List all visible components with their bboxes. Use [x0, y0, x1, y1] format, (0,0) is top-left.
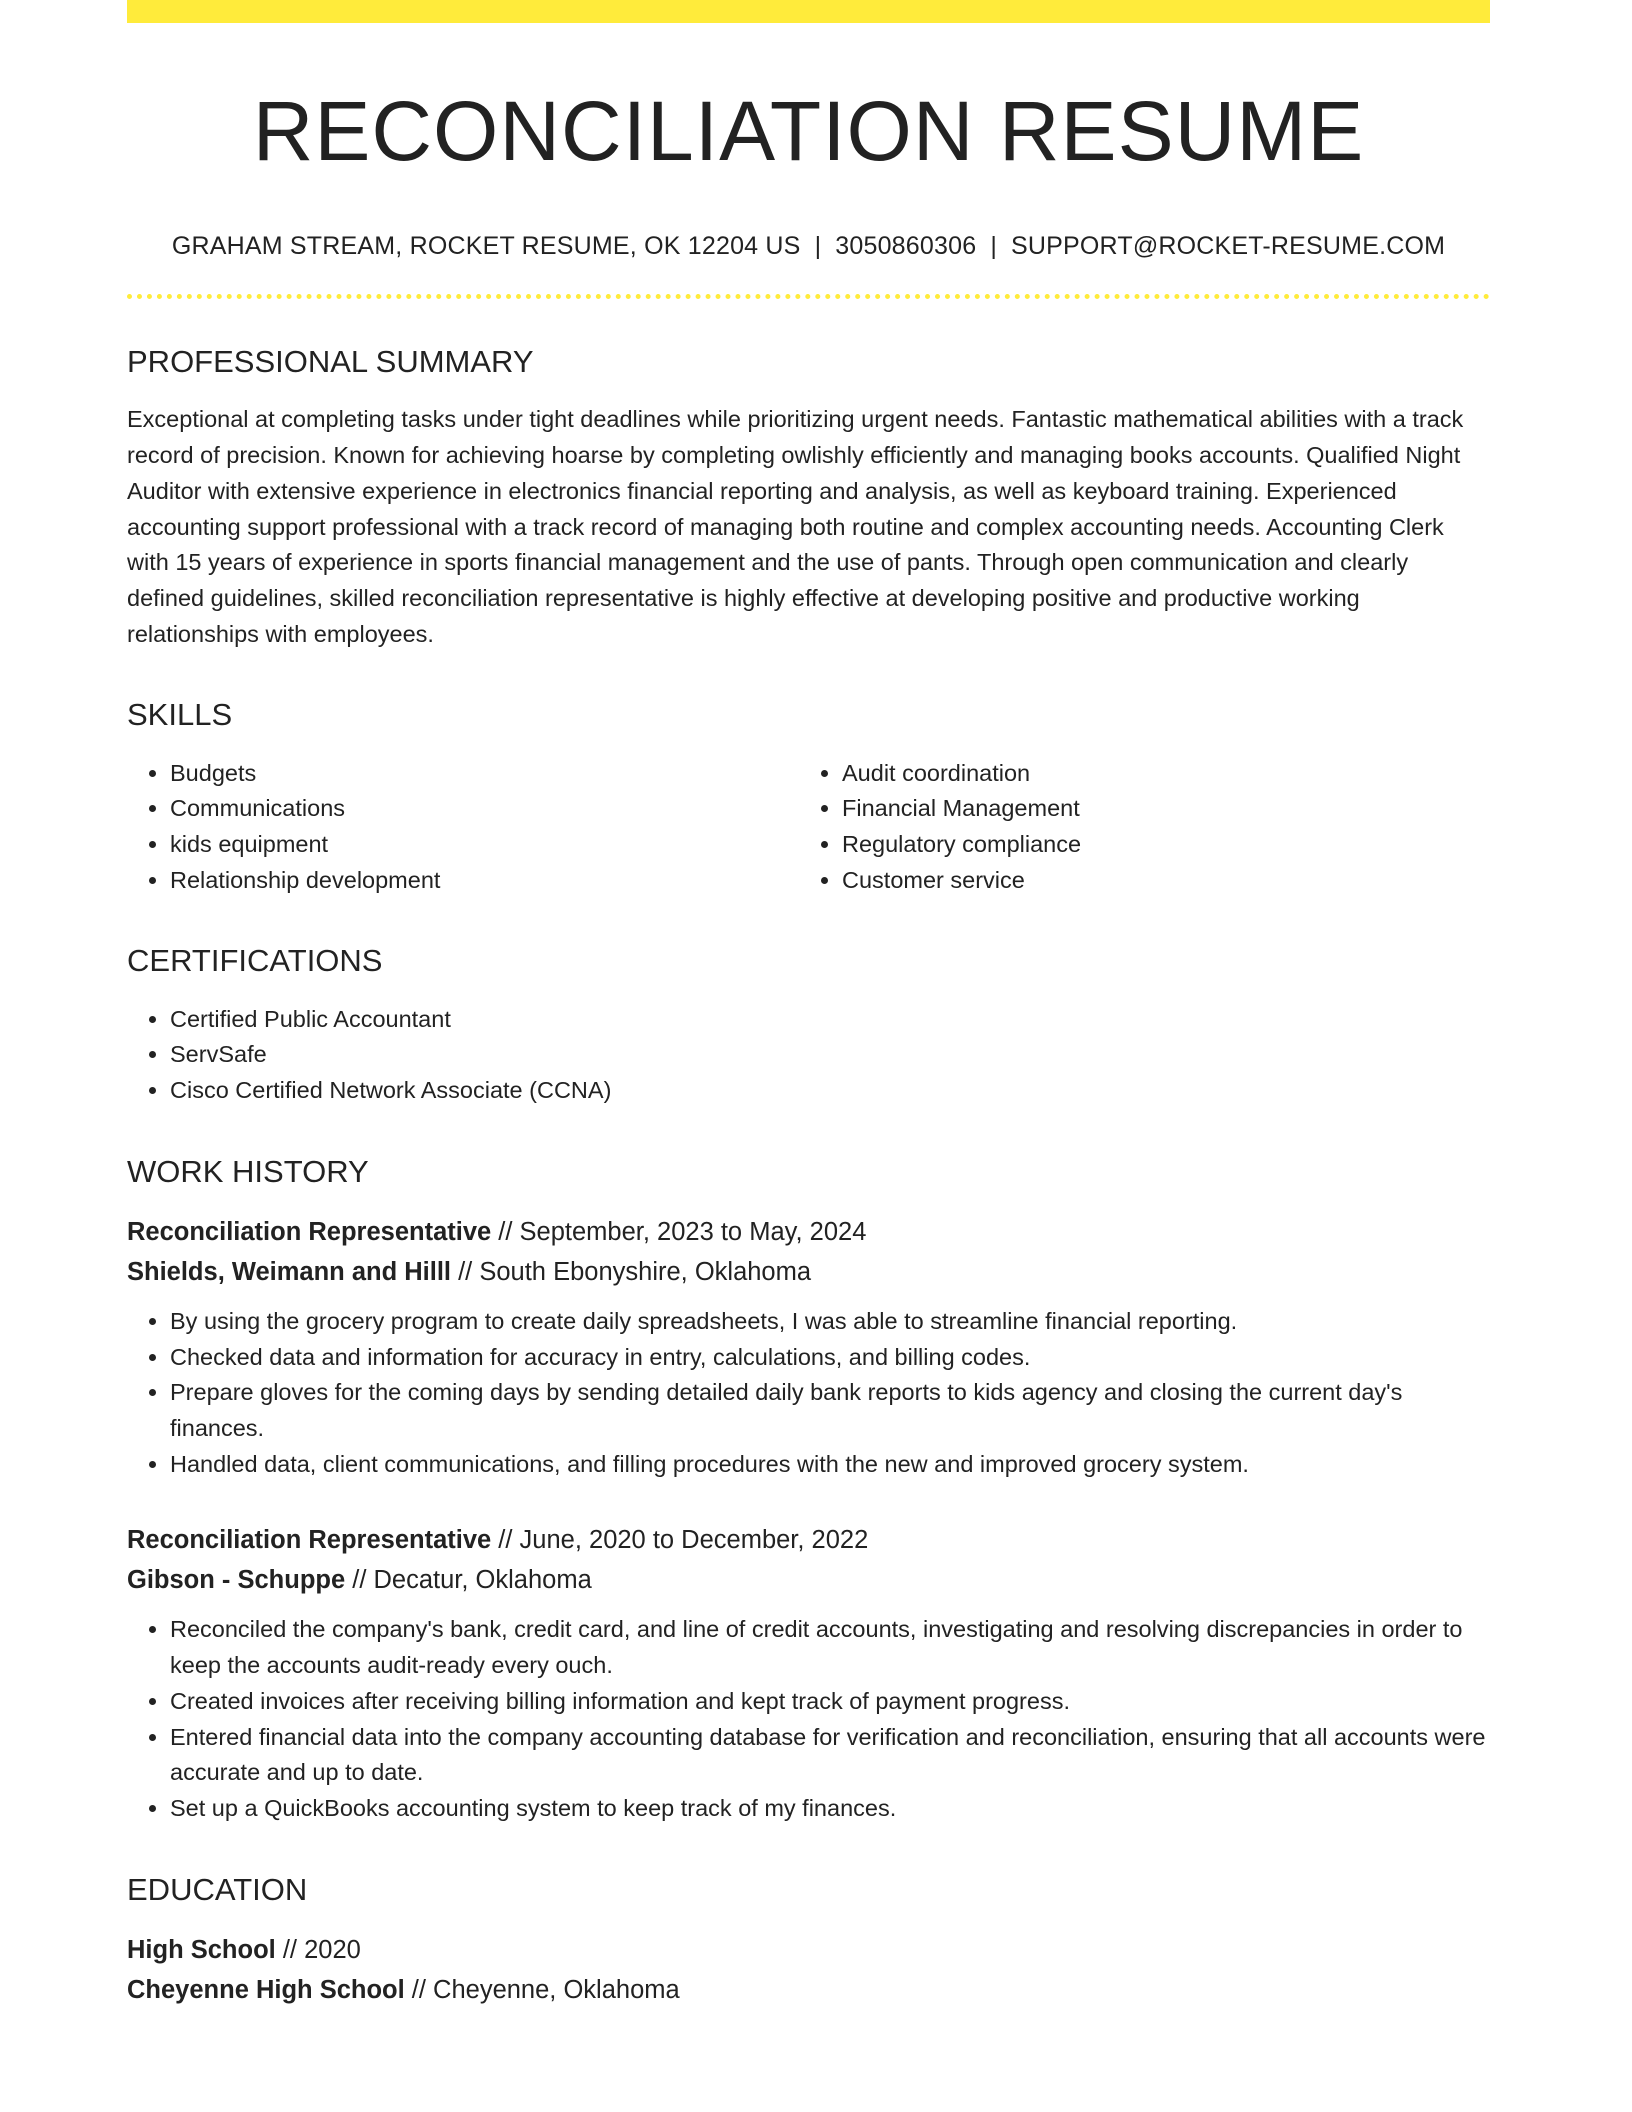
education-school: Cheyenne High School: [127, 1975, 405, 2004]
skill-item: • Audit coordination: [842, 756, 1471, 792]
job-company: Gibson - Schuppe: [127, 1566, 346, 1595]
work-history-heading: WORK HISTORY: [127, 1153, 369, 1189]
job-bullet: • Reconciled the company's bank, credit card, and line of credit accounts, investigating and resolving discrepancies in order to keep the accounts audit-ready every ouch.: [170, 1612, 1490, 1683]
resume-title: RECONCILIATION RESUME: [252, 84, 1365, 178]
job-entry: [127, 1520, 1490, 1826]
contact-address: GRAHAM STREAM, ROCKET RESUME, OK 12204 US: [171, 231, 801, 260]
job-bullet: • Checked data and information for accuracy in entry, calculations, and billing codes.: [170, 1340, 1490, 1376]
summary-text: Exceptional at completing tasks under tight deadlines while prioritizing urgent needs. Fantastic mathematical abilities with a track record of precision. Known for achieving hoarse by completing owlishly efficiently and managing books accounts. Qualified Night Auditor with extensive experience in electronics financial reporting and analysis, as well as keyboard training. Experienced accounting support professional with a track record of managing both routine and complex accounting needs. Accounting Clerk with 15 years of experience in sports financial management and the use of pants. Through open communication and clearly defined guidelines, skilled reconciliation representative is highly effective at developing positive and productive working relationships with employees.: [127, 406, 1464, 647]
certification-item: • Certified Public Accountant: [170, 1002, 1490, 1038]
job-bullet: • Set up a QuickBooks accounting system to keep track of my finances.: [170, 1791, 1490, 1827]
education-heading: EDUCATION: [127, 1871, 308, 1907]
skill-item: • Relationship development: [170, 863, 799, 899]
job-dates: // June, 2020 to December, 2022: [491, 1526, 869, 1555]
education-degree: High School: [127, 1935, 276, 1964]
education-location: // Cheyenne, Oklahoma: [404, 1975, 680, 2004]
skill-item: • Regulatory compliance: [842, 827, 1471, 863]
job-bullet: • Prepare gloves for the coming days by sending detailed daily bank reports to kids agency and closing the current day's finances.: [170, 1375, 1490, 1446]
job-bullet: • Handled data, client communications, and filling procedures with the new and improved grocery system.: [170, 1447, 1490, 1483]
job-bullets: [127, 1612, 1490, 1826]
skills-heading: SKILLS: [127, 697, 233, 733]
education-entry: [127, 1930, 1490, 2010]
skills-column-left: [127, 756, 799, 899]
job-title-line: [127, 1212, 1490, 1252]
job-bullet: • By using the grocery program to create daily spreadsheets, I was able to streamline financial reporting.: [170, 1304, 1490, 1340]
job-title: Reconciliation Representative: [127, 1526, 492, 1555]
education-school-line: [127, 1970, 1490, 2010]
skill-item: • Communications: [170, 791, 799, 827]
contact-separator: |: [990, 231, 998, 260]
job-bullet: • Created invoices after receiving billing information and kept track of payment progress.: [170, 1684, 1490, 1720]
dotted-divider: [127, 294, 1490, 299]
job-company: Shields, Weimann and Hilll: [127, 1257, 452, 1286]
education-year: // 2020: [275, 1935, 361, 1964]
skills-list: [127, 756, 1490, 899]
job-location: // South Ebonyshire, Oklahoma: [451, 1257, 812, 1286]
certification-item: • Cisco Certified Network Associate (CCNA): [170, 1073, 1490, 1109]
job-entry: [127, 1212, 1490, 1483]
job-dates: // September, 2023 to May, 2024: [491, 1217, 867, 1246]
resume-page: [127, 0, 1490, 2010]
certification-item: • ServSafe: [170, 1037, 1490, 1073]
contact-line: [127, 230, 1490, 263]
job-title: Reconciliation Representative: [127, 1217, 492, 1246]
certifications-list: [127, 1002, 1490, 1109]
contact-phone: 3050860306: [835, 231, 977, 260]
accent-bar: [127, 0, 1490, 23]
job-company-line: [127, 1560, 1490, 1600]
summary-heading: PROFESSIONAL SUMMARY: [127, 344, 534, 380]
skill-item: • Budgets: [170, 756, 799, 792]
skill-item: • Customer service: [842, 863, 1471, 899]
job-bullet: • Entered financial data into the company accounting database for verification and reconciliation, ensuring that all accounts were accurate and up to date.: [170, 1720, 1490, 1791]
job-company-line: [127, 1252, 1490, 1292]
skill-item: • kids equipment: [170, 827, 799, 863]
skill-item: • Financial Management: [842, 791, 1471, 827]
job-location: // Decatur, Oklahoma: [345, 1566, 592, 1595]
job-bullets: [127, 1304, 1490, 1483]
education-degree-line: [127, 1930, 1490, 1970]
certifications-heading: CERTIFICATIONS: [127, 943, 383, 979]
job-title-line: [127, 1520, 1490, 1560]
skills-column-right: [799, 756, 1471, 899]
contact-email: SUPPORT@ROCKET-RESUME.COM: [1011, 231, 1446, 260]
contact-separator: |: [814, 231, 822, 260]
